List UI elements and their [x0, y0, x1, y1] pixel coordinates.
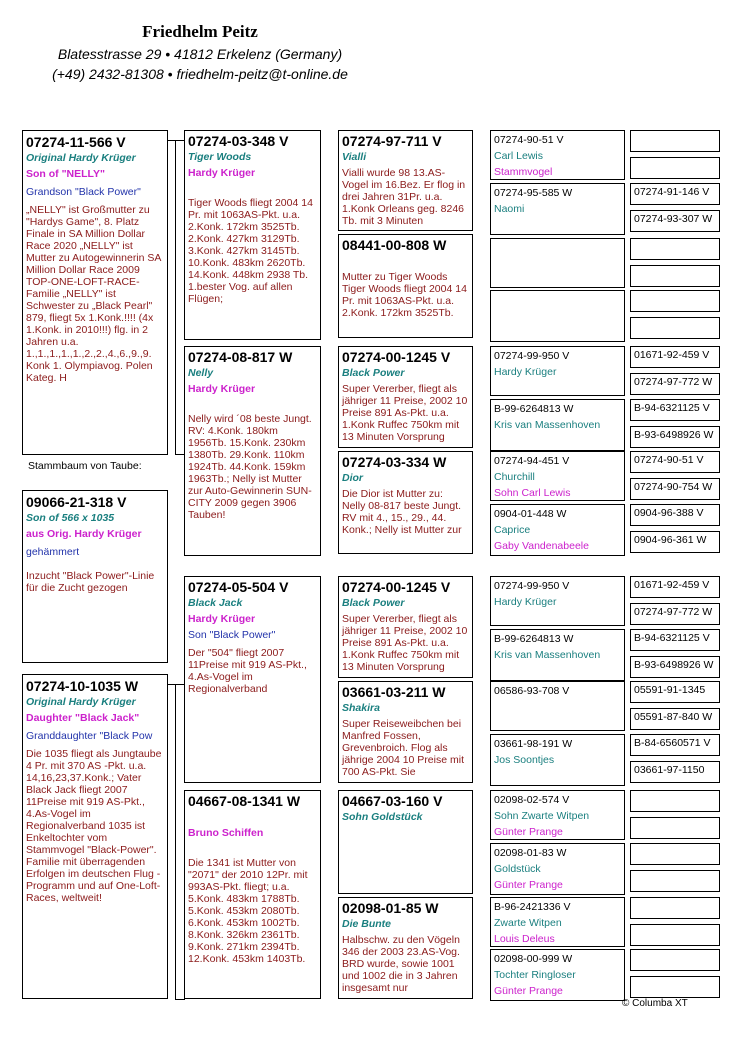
great-grandparent-card: [490, 734, 625, 786]
footer-copyright: © Columba XT: [622, 998, 688, 1009]
great-grandparent-card: [490, 576, 625, 626]
grandparent-name: Vialli: [342, 151, 367, 163]
grandparent-card: [338, 234, 473, 338]
subject-ring: 09066-21-318 V: [26, 494, 127, 510]
grandparent-text: Super Reiseweibchen bei Manfred Fossen, Grevenbroich. Flog als jährige 2004 10 Preise mit 700 AS-Pkt. Sie: [342, 718, 464, 778]
grandparent-card: [338, 451, 473, 554]
great-grandparent-card: [490, 790, 625, 840]
subject-card: [22, 490, 168, 663]
grandparent-text: Halbschw. zu den Vögeln 346 der 2003 23.AS-Vog. BRD wurde, sowie 1001 und 1002 die in 3 Jahren insgesamt nur: [342, 934, 460, 994]
great-grandparent-card: [490, 451, 625, 501]
parent-name: Nelly: [188, 367, 214, 379]
parent-text: Der "504" fliegt 2007 11Preise mit 919 AS-Pkt., 4.As-Vogel im Regionalverband: [188, 647, 307, 695]
parent-owner: Hardy Krüger: [188, 383, 256, 395]
grandparent-card: [338, 576, 473, 678]
grandparent-text: Super Vererber, fliegt als jähriger 11 Preise, 2002 10 Preise 891 As-Pkt. u.a. 1.Konk Ruffec 750km mit 13 Minuten Vorsprung: [342, 383, 468, 443]
grandparent-text: Die Dior ist Mutter zu: Nelly 08-817 beste Jungt. RV mit 4., 15., 29., 44. Konk.; Nelly ist Mutter zur: [342, 488, 462, 536]
great-grandparent-name: Naomi: [494, 203, 525, 215]
parent-ring: 07274-08-817 W: [188, 349, 293, 365]
subject-origin: aus Orig. Hardy Krüger: [26, 528, 142, 540]
great-grandparent-card: [490, 681, 625, 731]
parent-card: [184, 130, 321, 340]
great-grandparent-ring: 07274-94-451 V: [494, 455, 570, 467]
great-grandparent-ring: 07274-95-585 W: [494, 187, 573, 199]
great-grandparent-name: Tochter Ringloser: [494, 969, 576, 981]
grandparent-card: [338, 346, 473, 448]
ggg-ring: B-93-6498926 W: [630, 656, 720, 678]
breeder-address: Blatesstrasse 29 • 41812 Erkelenz (Germany): [57, 46, 343, 62]
great-grandparent-ring: 02098-02-574 V: [494, 794, 570, 806]
great-grandparent-owner: Gaby Vandenabeele: [494, 540, 589, 552]
great-grandparent-ring: 07274-90-51 V: [494, 134, 564, 146]
great-grandparent-owner: Sohn Carl Lewis: [494, 487, 571, 499]
ggg-ring: [630, 290, 720, 312]
great-grandparent-name: Hardy Krüger: [494, 366, 557, 378]
ggg-ring: [630, 897, 720, 919]
great-grandparent-card: [490, 843, 625, 895]
grandparent-ring: 04667-03-160 V: [342, 793, 443, 809]
ggg-ring: 01671-92-459 V: [630, 346, 720, 368]
parent-card: [184, 576, 321, 783]
grandparent-card: [338, 681, 473, 783]
ggg-ring: [630, 157, 720, 179]
ggg-ring: 07274-93-307 W: [630, 210, 720, 232]
great-grandparent-name: Goldstück: [494, 863, 541, 875]
ggg-ring: 07274-97-772 W: [630, 603, 720, 625]
parent-text: Die 1341 ist Mutter von "2071" der 2010 12Pr. mit 993AS-Pkt. fliegt; u.a. 5.Konk. 483km 1788Tb. 5.Konk. 453km 2080Tb. 6.Konk. 453km 1002Tb. 8.Konk. 326km 2361Tb. 9.Konk. 271km 2394Tb. 12.Konk. 453km 1403Tb.: [188, 857, 308, 965]
dam-granddaughter: Granddaughter "Black Pow: [26, 730, 153, 742]
great-grandparent-name: Caprice: [494, 524, 531, 536]
great-grandparent-card: [490, 399, 625, 451]
dam-card: [22, 674, 168, 999]
grandparent-ring: 07274-00-1245 V: [342, 349, 451, 365]
grandparent-ring: 07274-00-1245 V: [342, 579, 451, 595]
grandparent-ring: 08441-00-808 W: [342, 237, 447, 253]
ggg-ring: [630, 817, 720, 839]
dam-daughter: Daughter "Black Jack": [26, 712, 140, 724]
grandparent-name: Black Power: [342, 597, 405, 609]
subject-name: Son of 566 x 1035: [26, 512, 115, 524]
great-grandparent-owner: Louis Deleus: [494, 933, 555, 945]
dam-name: Original Hardy Krüger: [26, 696, 136, 708]
great-grandparent-owner: Günter Prange: [494, 985, 563, 997]
stammbaum-label: Stammbaum von Taube:: [28, 460, 142, 472]
great-grandparent-card: [490, 897, 625, 947]
grandparent-card: [338, 790, 473, 894]
sire-grandson: Grandson "Black Power": [26, 186, 141, 198]
parent-text: Tiger Woods fliegt 2004 14 Pr. mit 1063AS-Pkt. u.a. 2.Konk. 172km 3525Tb. 2.Konk. 427km 3129Tb. 3.Konk. 427km 3145Tb. 10.Konk. 483km 2620Tb. 14.Konk. 448km 2938 Tb. 1.bester Vog. auf allen Flügen;: [188, 197, 313, 305]
grandparent-name: Shakira: [342, 702, 380, 714]
parent-son: Son "Black Power": [188, 629, 276, 641]
great-grandparent-card: [490, 346, 625, 396]
great-grandparent-ring: 06586-93-708 V: [494, 685, 570, 697]
great-grandparent-card: [490, 629, 625, 681]
grandparent-text: Super Vererber, fliegt als jähriger 11 Preise, 2002 10 Preise 891 As-Pkt. u.a. 1.Konk Ruffec 750km mit 13 Minuten Vorsprung: [342, 613, 468, 673]
great-grandparent-name: Zwarte Witpen: [494, 917, 562, 929]
ggg-ring: 07274-90-51 V: [630, 451, 720, 473]
great-grandparent-owner: Günter Prange: [494, 826, 563, 838]
grandparent-card: [338, 130, 473, 231]
ggg-ring: 07274-91-146 V: [630, 183, 720, 205]
grandparent-ring: 07274-03-334 W: [342, 454, 447, 470]
dam-ring: 07274-10-1035 W: [26, 678, 139, 694]
parent-text: Nelly wird ´08 beste Jungt. RV: 4.Konk. 180km 1956Tb. 15.Konk. 230km 1380Tb. 29.Konk. 110km 1924Tb. 44.Konk. 159km 1963Tb.; Nelly ist Mutter zur Auto-Gewinnerin SUN-CITY 2009 gegen 3906 Tauben!: [188, 413, 312, 521]
sire-name: Original Hardy Krüger: [26, 152, 136, 164]
great-grandparent-name: Kris van Massenhoven: [494, 649, 601, 661]
ggg-ring: B-93-6498926 W: [630, 426, 720, 448]
grandparent-name: Die Bunte: [342, 918, 392, 930]
connector: [175, 140, 176, 455]
sire-text: „NELLY" ist Großmutter zu "Hardys Game", 8. Platz Finale in SA Million Dollar Race 2020 „NELLY" ist Mutter zu Autogewinnerin SA Million Dollar Race 2009 TOP-ONE-LOFT-RACE-Familie „NELLY" ist Schwester zu „Black Pearl" 879, fliegt 5x 1.Konk.!!!! (4x 1.Konk. in 2010!!!) flg. in 2 Jahren u.a. 1.,1.,1.,1.,1.,2.,2.,4.,6.,9.,9. Konk 1. Olympiavog. Polen Kateg. H: [26, 204, 161, 384]
parent-owner: Hardy Krüger: [188, 167, 256, 179]
parent-name: Black Jack: [188, 597, 243, 609]
subject-text: Inzucht "Black Power"-Linie für die Zucht gezogen: [26, 570, 155, 594]
ggg-ring: 07274-97-772 W: [630, 373, 720, 395]
ggg-ring: 01671-92-459 V: [630, 576, 720, 598]
great-grandparent-card: [490, 290, 625, 342]
great-grandparent-owner: Stammvogel: [494, 166, 553, 178]
great-grandparent-owner: Günter Prange: [494, 879, 563, 891]
connector: [175, 999, 185, 1000]
great-grandparent-name: Kris van Massenhoven: [494, 419, 601, 431]
parent-ring: 04667-08-1341 W: [188, 793, 301, 809]
parent-card: [184, 346, 321, 556]
great-grandparent-ring: 0904-01-448 W: [494, 508, 567, 520]
great-grandparent-name: Carl Lewis: [494, 150, 544, 162]
subject-note: gehämmert: [26, 546, 80, 558]
ggg-ring: 05591-91-1345: [630, 681, 720, 703]
ggg-ring: [630, 870, 720, 892]
great-grandparent-ring: B-96-2421336 V: [494, 901, 571, 913]
great-grandparent-name: Sohn Zwarte Witpen: [494, 810, 590, 822]
grandparent-text: Mutter zu Tiger Woods Tiger Woods fliegt 2004 14 Pr. mit 1063AS-Pkt. u.a. 2.Konk. 172km 3525Tb.: [342, 271, 467, 319]
ggg-ring: 0904-96-388 V: [630, 504, 720, 526]
ggg-ring: B-94-6321125 V: [630, 399, 720, 421]
grandparent-name: Dior: [342, 472, 363, 484]
ggg-ring: [630, 924, 720, 946]
parent-owner: Hardy Krüger: [188, 613, 256, 625]
sire-son-of: Son of "NELLY": [26, 168, 105, 180]
great-grandparent-card: [490, 504, 625, 556]
great-grandparent-ring: 03661-98-191 W: [494, 738, 573, 750]
ggg-ring: [630, 238, 720, 260]
great-grandparent-name: Hardy Krüger: [494, 596, 557, 608]
great-grandparent-card: [490, 238, 625, 288]
grandparent-name: Black Power: [342, 367, 405, 379]
grandparent-card: [338, 897, 473, 999]
great-grandparent-ring: B-99-6264813 W: [494, 403, 574, 415]
ggg-ring: 05591-87-840 W: [630, 708, 720, 730]
grandparent-ring: 03661-03-211 W: [342, 684, 446, 700]
great-grandparent-ring: 07274-99-950 V: [494, 580, 570, 592]
ggg-ring: [630, 843, 720, 865]
great-grandparent-card: [490, 130, 625, 180]
ggg-ring: B-84-6560571 V: [630, 734, 720, 756]
ggg-ring: [630, 790, 720, 812]
grandparent-text: Vialli wurde 98 13.AS-Vogel im 16.Bez. Er flog in drei Jahren 31Pr. u.a. 1.Konk Orleans geg. 8246 Tb. mit 3 Minuten: [342, 167, 466, 227]
sire-card: [22, 130, 168, 455]
ggg-ring: 03661-97-1150: [630, 761, 720, 783]
ggg-ring: [630, 976, 720, 998]
great-grandparent-card: [490, 183, 625, 235]
ggg-ring: B-94-6321125 V: [630, 629, 720, 651]
connector: [175, 684, 176, 1000]
great-grandparent-ring: B-99-6264813 W: [494, 633, 574, 645]
ggg-ring: [630, 949, 720, 971]
parent-ring: 07274-03-348 V: [188, 133, 289, 149]
breeder-name: Friedhelm Peitz: [142, 22, 258, 41]
ggg-ring: [630, 265, 720, 287]
ggg-ring: [630, 317, 720, 339]
grandparent-name: Sohn Goldstück: [342, 811, 423, 823]
great-grandparent-ring: 02098-00-999 W: [494, 953, 573, 965]
parent-ring: 07274-05-504 V: [188, 579, 289, 595]
parent-owner: Bruno Schiffen: [188, 827, 264, 839]
great-grandparent-name: Jos Soontjes: [494, 754, 555, 766]
sire-ring: 07274-11-566 V: [26, 134, 126, 150]
parent-name: [188, 811, 317, 827]
dam-text: Die 1035 fliegt als Jungtaube 4 Pr. mit 370 AS -Pkt. u.a. 14,16,23,37.Konk.; Vater Black Jack fliegt 2007 11Preise mit 919 AS-Pkt., 4.As-Vogel im Regionalverband 1035 ist Enkeltochter vom Stammvogel "Black-Power". Familie mit überragenden Erfolgen im deutschen Flug -Programm und auf One-Loft-Races, weltweit!: [26, 748, 162, 904]
parent-card: [184, 790, 321, 999]
grandparent-name: [342, 255, 469, 271]
great-grandparent-name: Churchill: [494, 471, 535, 483]
great-grandparent-card: [490, 949, 625, 1001]
ggg-ring: 07274-90-754 W: [630, 478, 720, 500]
grandparent-ring: 02098-01-85 W: [342, 900, 439, 916]
great-grandparent-ring: 02098-01-83 W: [494, 847, 567, 859]
great-grandparent-ring: 07274-99-950 V: [494, 350, 570, 362]
ggg-ring: [630, 130, 720, 152]
breeder-contact: (+49) 2432-81308 • friedhelm-peitz@t-online.de: [52, 66, 348, 82]
grandparent-ring: 07274-97-711 V: [342, 133, 442, 149]
parent-name: Tiger Woods: [188, 151, 252, 163]
ggg-ring: 0904-96-361 W: [630, 531, 720, 553]
